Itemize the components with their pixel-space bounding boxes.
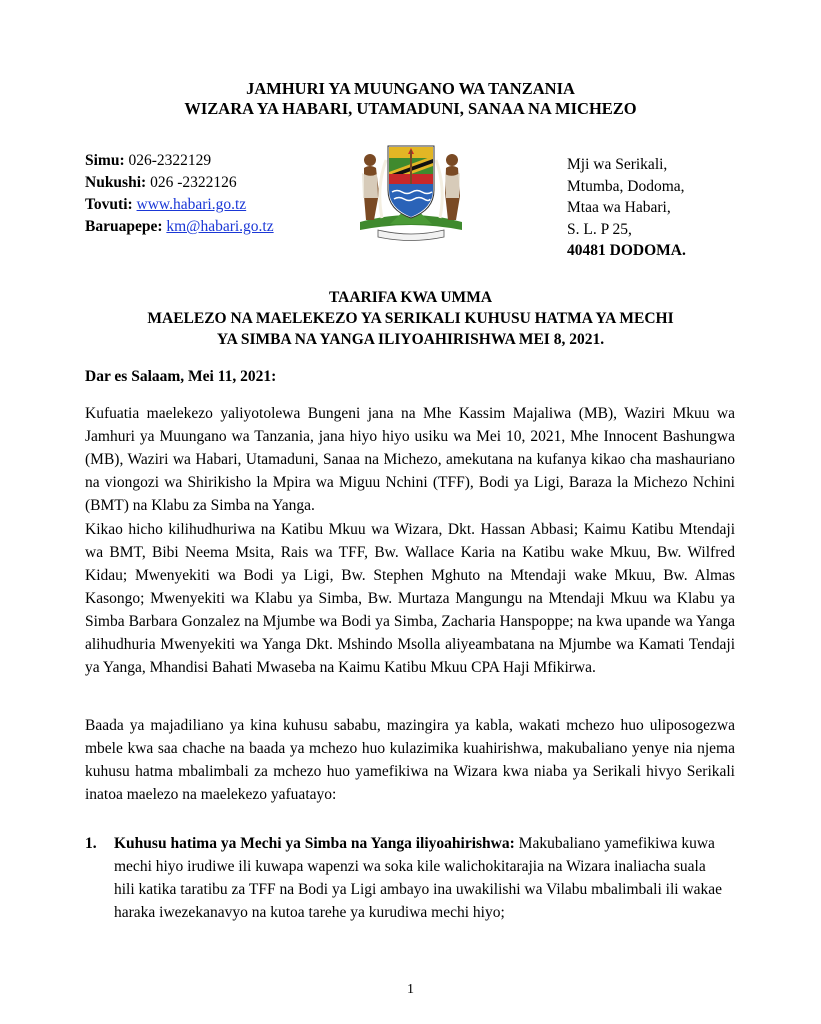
postal-address <box>567 154 686 262</box>
paragraph-3: Baada ya majadiliano ya kina kuhusu sababu, mazingira ya kabla, wakati mchezo huo uliposogezwa mbele kwa saa chache na baada ya mchezo huo kulazimika kuahirishwa, makubaliano yenye nia njema kuhusu hatma mbalimbali za mchezo huo yamefikiwa na Wizara kwa niaba ya Serikali hivyo Serikali inatoa maelezo na maelekezo yafuatayo: <box>85 717 735 803</box>
website-label: Tovuti: <box>85 196 133 213</box>
title-line-1: TAARIFA KWA UMMA <box>328 289 493 306</box>
title-line-2: MAELEZO NA MAELEKEZO YA SERIKALI KUHUSU HATMA YA MECHI <box>147 310 674 327</box>
address-line-4: S. L. P 25, <box>567 220 632 238</box>
paragraph-2: Kikao hicho kilihudhuriwa na Katibu Mkuu wa Wizara, Dkt. Hassan Abbasi; Kaimu Katibu Mtendaji wa BMT, Bibi Neema Msita, Rais wa TFF, Bw. Wallace Karia na Katibu wake Mkuu, Bw. Wilfred Kidau; Mwenyekiti wa Bodi ya Ligi, Bw. Stephen Mghuto na Mtendaji wake Mkuu, Bw. Almas Kasongo; Mwenyekiti wa Klabu ya Simba, Bw. Murtaza Mangungu na Mtendaji Mkuu wa Klabu ya Simba Barbara Gonzalez na Mjumbe wa Bodi ya Simba, Zacharia Hanspoppe; na kwa upande wa Yanga alihudhuria Mwenyekiti wa Yanga Dkt. Mshindo Msolla aliyeambatana na Mjumbe wa Kamati Tendaji ya Yanga, Mhandisi Bahati Mwaseba na Kaimu Katibu Mkuu CPA Haji Mfikirwa. <box>85 521 735 676</box>
email-row <box>85 216 274 238</box>
fax-value: 026 -2322126 <box>150 174 237 191</box>
page-number: 1 <box>407 982 414 997</box>
email-link[interactable]: km@habari.go.tz <box>166 218 274 235</box>
letterhead-line-1: JAMHURI YA MUUNGANO WA TANZANIA <box>246 79 575 98</box>
paragraph-1: Kufuatia maelekezo yaliyotolewa Bungeni jana na Mhe Kassim Majaliwa (MB), Waziri Mkuu wa Jamhuri ya Muungano wa Tanzania, jana hiyo hiyo usiku wa Mei 10, 2021, Mhe Innocent Bashungwa (MB), Waziri wa Habari, Utamaduni, Sanaa na Michezo, amekutana na kufanya kikao cha mashauriano na viongozi wa Shirikisho la Mpira wa Miguu Nchini (TFF), Bodi ya Ligi, Baraza la Michezo Nchini (BMT) na Klabu za Simba na Yanga. <box>85 405 735 514</box>
address-line-3: Mtaa wa Habari, <box>567 199 671 216</box>
email-label: Baruapepe: <box>85 218 163 235</box>
fax-label: Nukushi: <box>85 174 147 191</box>
letterhead-line-2: WIZARA YA HABARI, UTAMADUNI, SANAA NA MICHEZO <box>184 99 637 118</box>
phone-row <box>85 150 274 172</box>
list-item-text: Makubaliano yamefikiwa kuwa mechi hiyo irudiwe ili kuwapa wapenzi wa soka kile walichokitarajia na Wizara inaliacha suala hili katika taratibu za TFF na Bodi ya Ligi ambayo ina uwakilishi wa Vilabu mbalimbali ili wakae haraka iwezekanavyo na kutoa tarehe ya kurudiwa mechi hiyo; <box>114 835 723 921</box>
document-title <box>100 287 721 350</box>
letterhead <box>0 79 821 119</box>
title-line-3: YA SIMBA NA YANGA ILIYOAHIRISHWA MEI 8, 2021. <box>216 331 605 348</box>
address-line-1: Mji wa Serikali, <box>567 156 668 173</box>
list-item-number: 1. <box>85 835 97 852</box>
phone-value: 026-2322129 <box>128 152 212 169</box>
phone-label: Simu: <box>85 152 125 169</box>
list-item-body <box>114 832 724 924</box>
website-row <box>85 194 274 216</box>
fax-row <box>85 172 274 194</box>
contact-block <box>85 150 274 238</box>
list-item-heading: Kuhusu hatima ya Mechi ya Simba na Yanga iliyoahirishwa: <box>114 835 515 852</box>
dateline: Dar es Salaam, Mei 11, 2021: <box>85 368 277 385</box>
website-link[interactable]: www.habari.go.tz <box>136 196 247 213</box>
address-line-5: 40481 DODOMA. <box>567 242 686 259</box>
coat-of-arms-icon <box>352 138 470 242</box>
address-line-2: Mtumba, Dodoma, <box>567 177 685 195</box>
